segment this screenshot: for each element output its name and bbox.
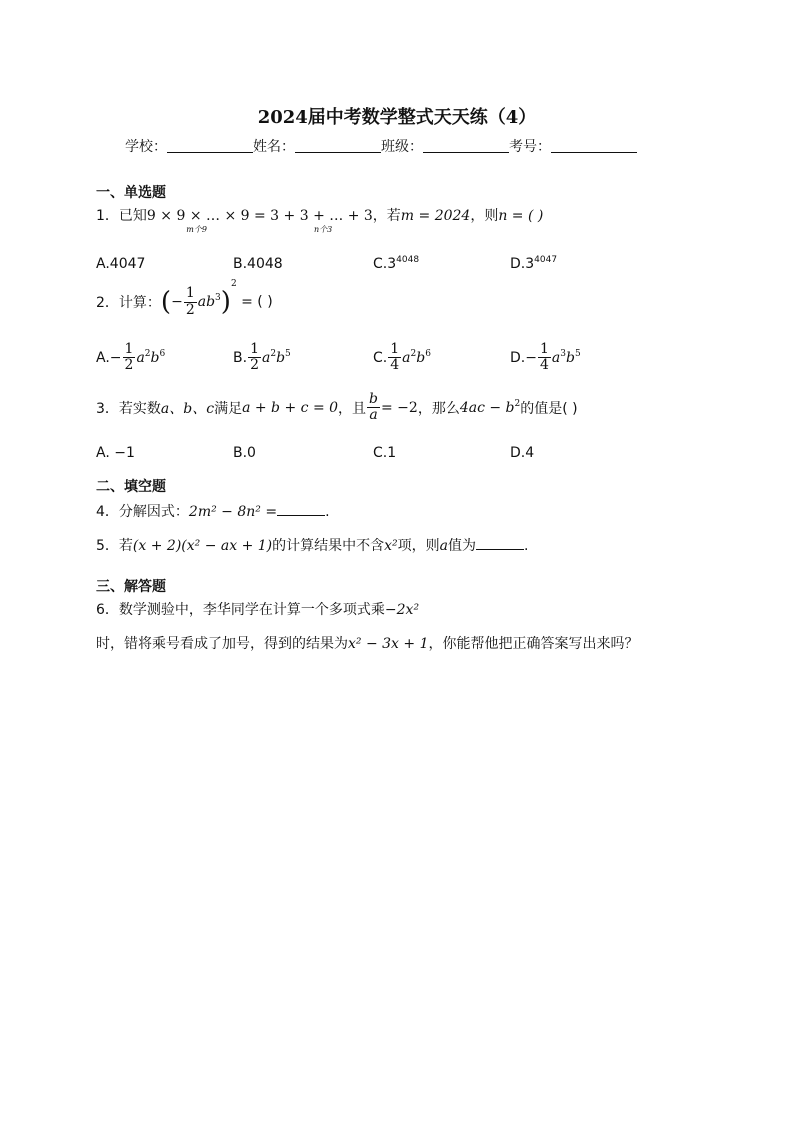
q5-term: x²: [384, 538, 398, 554]
name-field[interactable]: [295, 138, 381, 153]
q4-prefix: 4．分解因式：: [96, 504, 189, 520]
q1-option-d[interactable]: [510, 256, 557, 272]
q1-option-a[interactable]: A.4047: [96, 256, 146, 272]
q3-option-d[interactable]: D.4: [510, 445, 535, 461]
q6-line2-b: ，你能帮他把正确答案写出来吗？: [428, 636, 639, 652]
q1-option-c-exp: 4048: [396, 255, 420, 265]
q3-expr: $4ac - b^2$: [459, 398, 521, 416]
q3-prefix: 3．若实数: [96, 400, 161, 417]
q5-answer-blank[interactable]: [476, 537, 524, 550]
q3-mid3: = −2: [381, 399, 418, 416]
q2-term: $ab^3$: [197, 293, 221, 310]
q3-vars: a、b、c: [160, 400, 215, 417]
q5-expr: (x + 2)(x² − ax + 1): [132, 538, 273, 554]
question-4: [96, 501, 330, 521]
q1-option-d-exp: 4047: [534, 255, 558, 265]
q1-then: ，则: [470, 208, 499, 224]
q5-tail: 值为: [448, 538, 476, 554]
q3-frac: $\frac{b}{a}$: [369, 391, 378, 424]
q2-option-a[interactable]: A.− $\frac{1}{2}$ $a^2b^6$: [96, 341, 166, 374]
page-title: 2024届中考数学整式天天练（4）: [257, 107, 537, 128]
q1-cond: m = 2024: [400, 208, 471, 224]
q2-option-c[interactable]: C. $\frac{1}{4}$ $a^2b^6$: [373, 341, 431, 374]
q5-var: a: [439, 538, 448, 554]
class-label: 班级：: [381, 139, 423, 155]
section-heading-single-choice: 一、单选题: [96, 185, 166, 201]
q2-frac: $\frac{1}{2}$: [185, 285, 195, 318]
q6-line2-a: 时，错将乘号看成了加号，得到的结果为: [96, 636, 348, 652]
school-field[interactable]: [167, 138, 253, 153]
question-6-line-2: [96, 633, 638, 653]
question-1: [96, 205, 544, 234]
q1-option-c[interactable]: [373, 256, 419, 272]
school-label: 学校：: [125, 139, 167, 155]
exam-no-label: 考号：: [509, 139, 551, 155]
q2-prefix: 2．计算：: [96, 295, 161, 311]
q3-option-b[interactable]: B.0: [233, 445, 256, 461]
q2-tail: = ( ): [236, 294, 273, 310]
q5-mid: 的计算结果中不含: [272, 538, 385, 554]
q2-minus: −: [171, 294, 183, 310]
question-6-line-1: [96, 599, 419, 619]
section-heading-fill-blank: 二、填空题: [96, 479, 166, 495]
q2-right-paren: ): [220, 287, 231, 317]
q2-left-paren: (: [160, 287, 172, 317]
question-2: 2．计算：(− $\frac{1}{2}$ $ab^3)^2$ = ( ): [96, 279, 273, 318]
q1-option-b[interactable]: B.4048: [233, 256, 283, 272]
section-heading-solution: 三、解答题: [96, 579, 166, 595]
q5-mid2: 项，则: [397, 538, 440, 554]
q3-mid4: ，那么: [417, 400, 460, 417]
q1-sub-n: n个3: [313, 225, 333, 234]
q2-option-b-label: B.: [233, 349, 248, 366]
class-field[interactable]: [423, 138, 509, 153]
q4-expr: 2m² − 8n² =: [188, 504, 278, 520]
q3-cond: a + b + c = 0: [242, 399, 339, 416]
student-info-line: [125, 136, 637, 156]
q3-mid1: 满足: [214, 400, 243, 417]
q3-mid2: ，且: [338, 400, 367, 417]
q1-option-d-base: D.3: [510, 256, 535, 272]
q5-prefix: 5．若: [96, 538, 133, 554]
q3-tail: 的值是( ): [520, 400, 578, 417]
q3-expr-text: 4ac − b: [459, 399, 515, 416]
q6-line2-expr: x² − 3x + 1: [348, 636, 429, 652]
exam-no-field[interactable]: [551, 138, 637, 153]
q1-ask: n = ( ): [498, 208, 544, 224]
q4-tail: .: [325, 504, 330, 520]
q1-mid: ，若: [372, 208, 401, 224]
q2-option-a-label: A.: [96, 349, 110, 366]
q1-sub-m: m个9: [186, 225, 207, 234]
q2-option-d-label: D.: [510, 349, 526, 366]
name-label: 姓名：: [253, 139, 295, 155]
q4-answer-blank[interactable]: [277, 503, 325, 516]
q6-line1-expr: −2x²: [384, 602, 420, 618]
q3-option-c[interactable]: C.1: [373, 445, 397, 461]
q2-option-c-label: C.: [373, 349, 388, 366]
q1-option-c-base: C.3: [373, 256, 397, 272]
q2-option-b[interactable]: B. $\frac{1}{2}$ $a^2b^5$: [233, 341, 291, 374]
q6-line1-text: 6．数学测验中，李华同学在计算一个多项式乘: [96, 602, 385, 618]
q2-option-d[interactable]: D.− $\frac{1}{4}$ $a^3b^5$: [510, 341, 581, 374]
q1-lhs: 9 × 9 × … × 9 = 3 + 3 + … + 3: [146, 208, 373, 224]
q3-option-a[interactable]: A. −1: [96, 445, 135, 461]
question-5: [96, 535, 528, 555]
q1-prefix: 1．已知: [96, 208, 147, 224]
q1-product: [146, 208, 373, 234]
question-3: [96, 392, 578, 424]
q5-end: .: [524, 538, 529, 554]
